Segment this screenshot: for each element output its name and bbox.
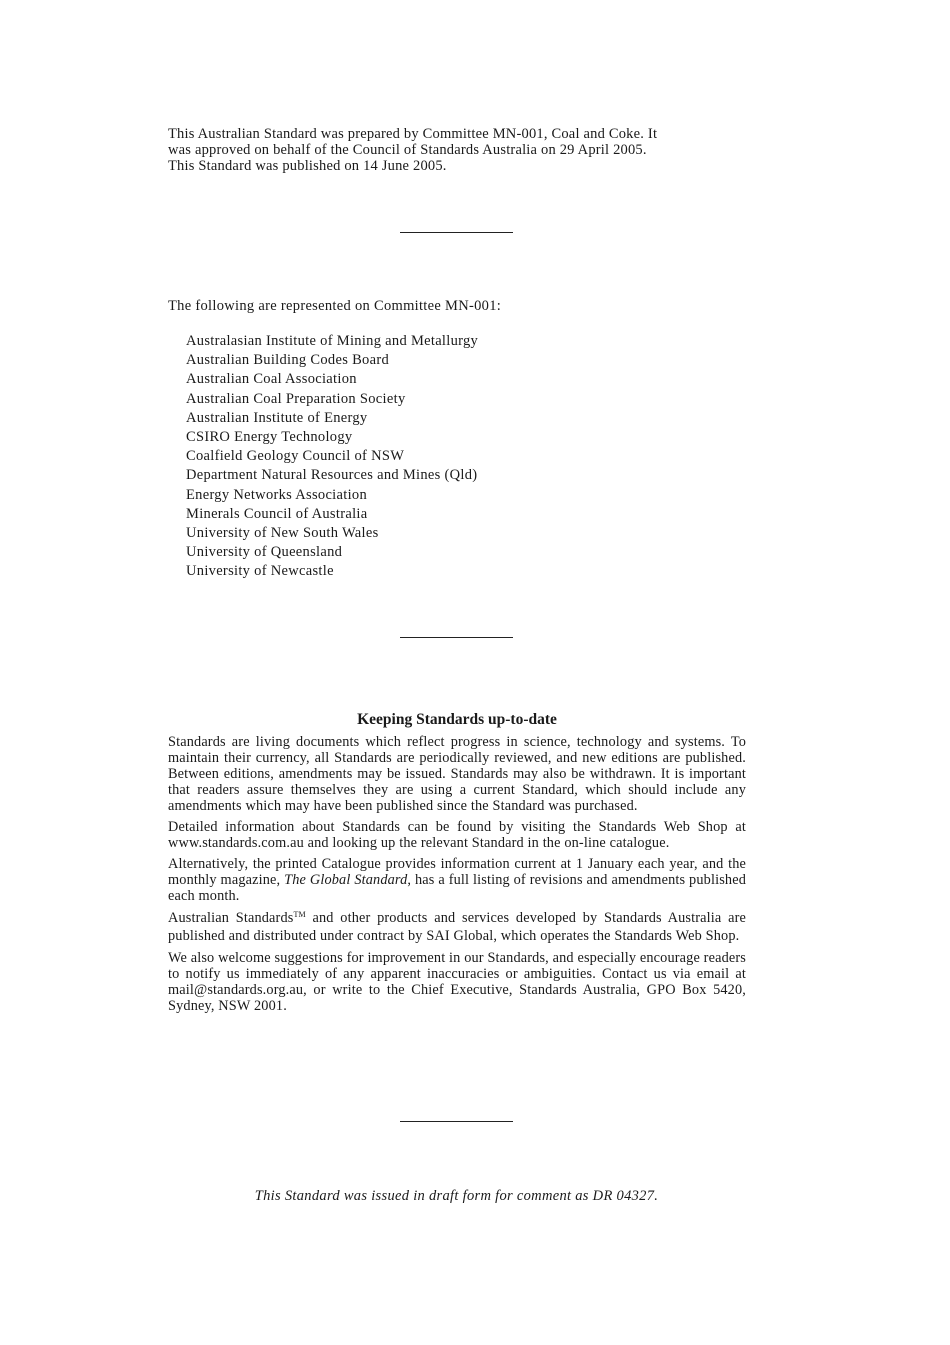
paragraph [168, 909, 746, 945]
list-item: University of Queensland [186, 544, 343, 561]
approval-line-2: was approved on behalf of the Council of Standards Australia on 29 April 2005. [168, 142, 647, 158]
divider-rule [400, 1121, 513, 1122]
keeping-standards-body [168, 734, 746, 1019]
paragraph: Standards are living documents which reflect progress in science, technology and systems. To maintain their currency, all Standards are periodically reviewed, and new editions are published. Between editions, amendments may be issued. Standards may also be withdrawn. It is important that readers assure themselves they are using a current Standard, which should include any amendments which may have been published since the Standard was purchased. [168, 734, 746, 814]
list-item: CSIRO Energy Technology [186, 428, 353, 445]
trademark-mark: TM [293, 910, 306, 919]
paragraph: We also welcome suggestions for improvement in our Standards, and especially encourage readers to notify us immediately of any apparent inaccuracies or ambiguities. Contact us via email at mail@standards.org.au, or write to the Chief Executive, Standards Australia, GPO Box 5420, Sydney, NSW 2001. [168, 950, 746, 1014]
committee-heading: The following are represented on Committee MN-001: [168, 298, 502, 314]
paragraph-text: Alternatively, the printed Catalogue provides information current at 1 January each year, and the monthly magazine, [168, 856, 746, 888]
paragraph [168, 856, 746, 904]
section-title: Keeping Standards up-to-date [357, 711, 557, 728]
list-item: Australian Coal Preparation Society [186, 390, 406, 407]
committee-member-list [186, 332, 478, 581]
divider-rule [400, 232, 513, 233]
list-item: Department Natural Resources and Mines (Qld) [186, 467, 478, 484]
list-item: Coalfield Geology Council of NSW [186, 448, 405, 465]
list-item: Minerals Council of Australia [186, 505, 368, 522]
list-item: University of New South Wales [186, 524, 379, 541]
approval-statement [168, 126, 746, 174]
list-item: Australian Building Codes Board [186, 352, 390, 369]
paragraph-text: and other products and services developed by Standards Australia are published and distributed under contract by SAI Global, which operates the Standards Web Shop. [168, 910, 746, 944]
list-item: Australian Coal Association [186, 371, 357, 388]
magazine-title: The Global Standard [284, 872, 408, 888]
paragraph: Detailed information about Standards can be found by visiting the Standards Web Shop at www.standards.com.au and looking up the relevant Standard in the on-line catalogue. [168, 819, 746, 851]
approval-line-1: This Australian Standard was prepared by Committee MN-001, Coal and Coke. It [168, 126, 658, 142]
draft-note: This Standard was issued in draft form for comment as DR 04327. [254, 1188, 659, 1204]
list-item: University of Newcastle [186, 563, 334, 580]
paragraph-text: Australian Standards [168, 910, 294, 926]
paragraph-text: , has a full listing of revisions and amendments published each month. [168, 872, 747, 904]
list-item: Energy Networks Association [186, 486, 368, 503]
approval-line-3: This Standard was published on 14 June 2005. [168, 158, 447, 174]
list-item: Australian Institute of Energy [186, 409, 368, 426]
divider-rule [400, 637, 513, 638]
list-item: Australasian Institute of Mining and Metallurgy [186, 333, 479, 349]
